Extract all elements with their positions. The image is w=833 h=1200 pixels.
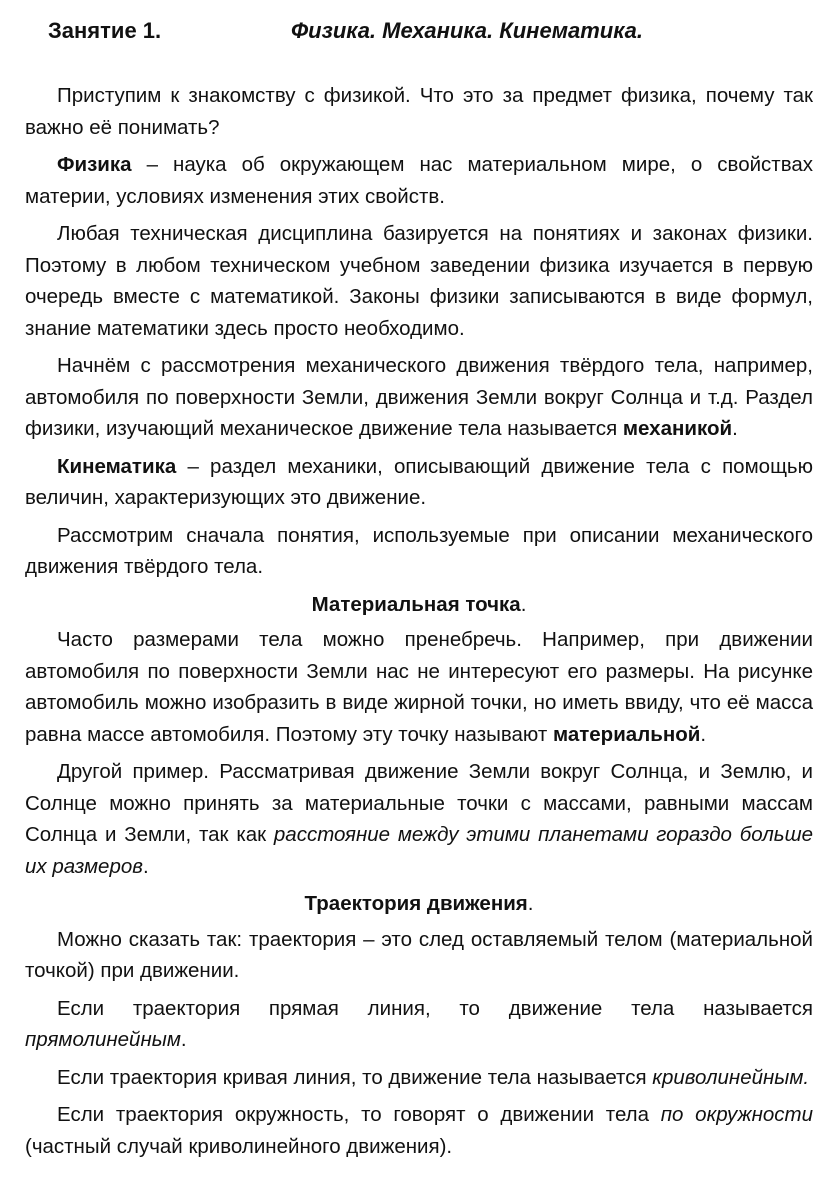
term-curvilinear: криволинейным. [652, 1065, 810, 1089]
section-heading-material-point: Материальная точка. [311, 592, 527, 616]
intro-paragraph: Приступим к знакомству с физикой. Что это за предмет физика, почему так важно её понимать? [25, 84, 813, 139]
lesson-topic: Физика. Механика. Кинематика. [291, 18, 643, 43]
document-body [25, 80, 813, 1168]
circular-paragraph: Если траектория окружность, то говорят о движении тела по окружности (частный случай криволинейного движения). [25, 1103, 813, 1158]
section-heading-trajectory: Траектория движения. [304, 892, 534, 915]
distance-emphasis: расстояние между этими планетами гораздо больше их размеров [25, 823, 813, 878]
kinematics-definition: Кинематика – раздел механики, описывающий движение тела с помощью величин, характеризующих это движение. [25, 454, 813, 509]
technical-disciplines-paragraph: Любая техническая дисциплина базируется на понятиях и законах физики. Поэтому в любом техническом учебном заведении физика изучается в первую очередь вместе с математикой. Законы физики записываются в виде формул, знание математики здесь просто необходимо. [25, 222, 813, 340]
lesson-number: Занятие 1. [48, 18, 162, 43]
term-rectilinear: прямолинейным [25, 1028, 181, 1051]
term-kinematics: Кинематика [57, 454, 177, 478]
term-physics: Физика [57, 153, 132, 176]
term-circular: по окружности [660, 1103, 813, 1126]
material-point-paragraph: Часто размерами тела можно пренебречь. Например, при движении автомобиля по поверхности Земли нас не интересуют его размеры. На рисунке автомобиль можно изобразить в виде жирной точки, но иметь ввиду, что её масса равна массе автомобиля. Поэтому эту точку называют материальной. [25, 628, 813, 746]
rectilinear-paragraph: Если траектория прямая линия, то движение тела называется прямолинейным. [25, 996, 813, 1051]
term-mechanics: механикой [622, 417, 733, 440]
concepts-paragraph: Рассмотрим сначала понятия, используемые при описании механического движения твёрдого тела. [25, 523, 813, 578]
mechanics-paragraph: Начнём с рассмотрения механического движения твёрдого тела, например, автомобиля по поверхности Земли, движения Земли вокруг Солнца и т.д. Раздел физики, изучающий механическое движение тела называется механикой. [25, 354, 813, 440]
curvilinear-paragraph: Если траектория кривая линия, то движение тела называется криволинейным. [57, 1065, 810, 1089]
earth-sun-example: Другой пример. Рассматривая движение Земли вокруг Солнца, и Землю, и Солнце можно принять за материальные точки с массами, равными массам Солнца и Земли, так как расстояние между этими планетами гораздо больше их размеров. [25, 760, 813, 878]
page-header [48, 18, 808, 58]
trajectory-definition: Можно сказать так: траектория – это след оставляемый телом (материальной точкой) при движении. [25, 927, 813, 982]
physics-definition: Физика – наука об окружающем нас материальном мире, о свойствах материи, условиях изменения этих свойств. [25, 153, 813, 208]
term-material: материальной [552, 722, 701, 746]
